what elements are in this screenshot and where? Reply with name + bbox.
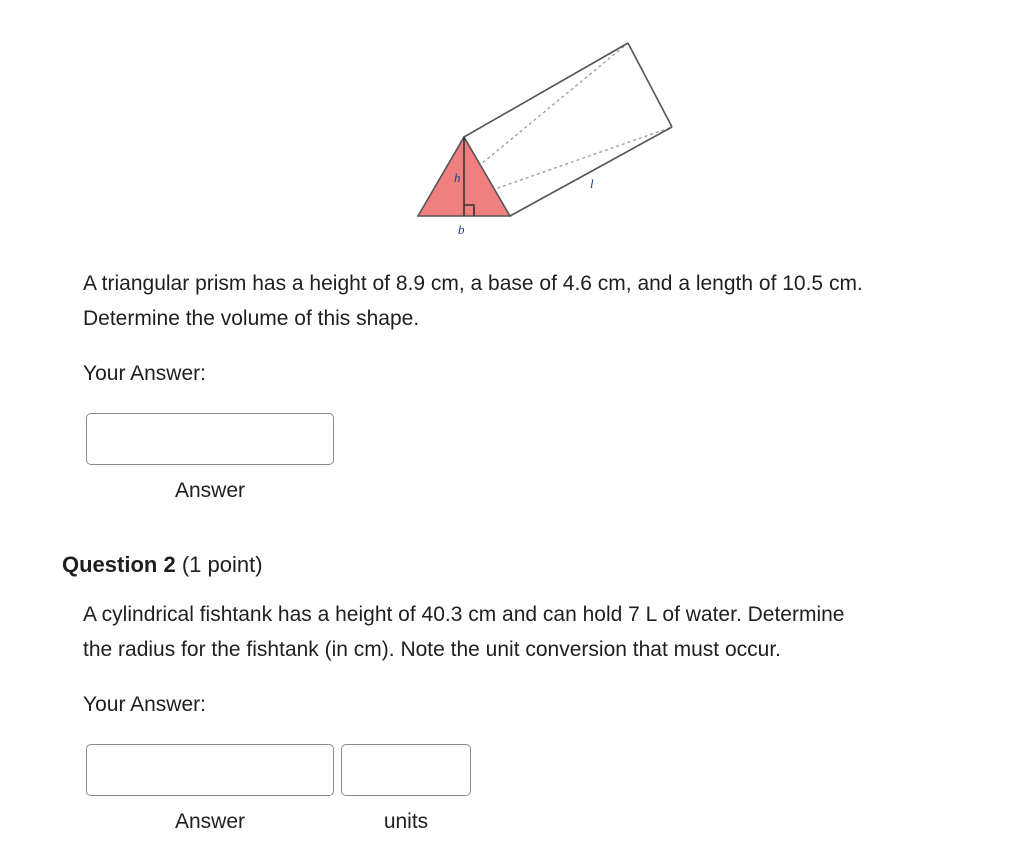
- question2-answer-caption: Answer: [174, 810, 246, 833]
- question1-answer-caption: Answer: [174, 479, 246, 502]
- question2-text-line1: A cylindrical fishtank has a height of 40.3 cm and can hold 7 L of water. Determine: [83, 603, 845, 626]
- question2-title: Question 2: [62, 552, 176, 577]
- question1-text-line2: Determine the volume of this shape.: [83, 307, 420, 330]
- label-b: b: [458, 222, 465, 237]
- question2-text: [83, 597, 845, 667]
- question2-header: [62, 552, 263, 578]
- question1-text: [83, 266, 863, 336]
- label-h: h: [454, 170, 461, 185]
- question1-text-line1: A triangular prism has a height of 8.9 cm, a base of 4.6 cm, and a length of 10.5 cm.: [83, 272, 863, 295]
- question2-your-answer-label: Your Answer:: [83, 693, 206, 716]
- question2-units-input[interactable]: [341, 744, 471, 796]
- question2-text-line2: the radius for the fishtank (in cm). Note the unit conversion that must occur.: [83, 638, 781, 661]
- question1-answer-input[interactable]: [86, 413, 334, 465]
- triangular-prism-icon: [410, 38, 680, 243]
- question1-your-answer-label: Your Answer:: [83, 362, 206, 385]
- question2-units-caption: units: [383, 810, 429, 833]
- label-l: l: [590, 176, 594, 191]
- triangular-prism-figure: [410, 38, 680, 243]
- question2-answer-input[interactable]: [86, 744, 334, 796]
- question2-points: (1 point): [181, 552, 263, 577]
